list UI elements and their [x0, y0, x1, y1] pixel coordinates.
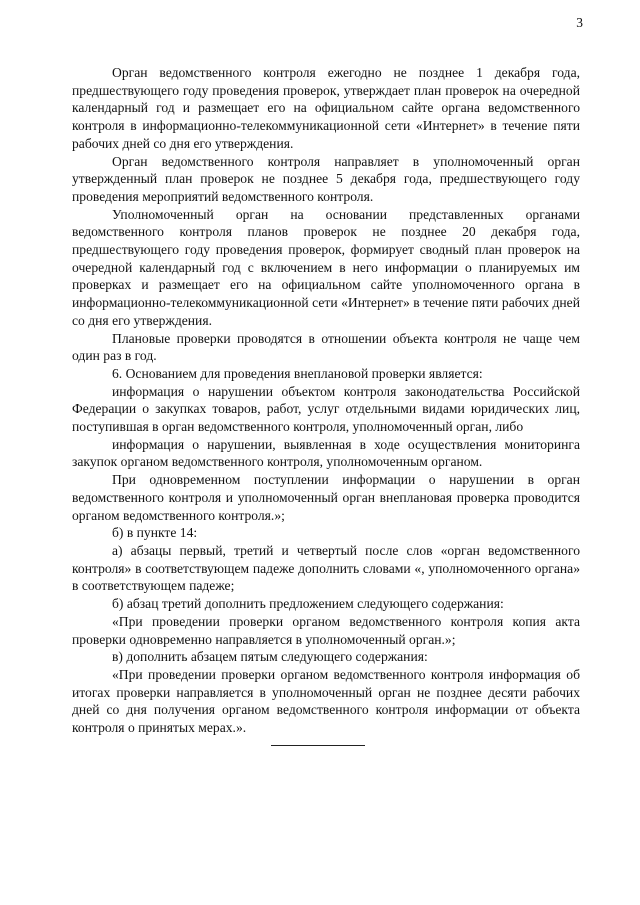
paragraph-violation-info: информация о нарушении объектом контроля законодательства Российской Федерации о закупках товаров, работ, услуг отдельными видами юридических лиц, поступившая в орган ведомственного контроля, уполномоченный орган, либо — [72, 383, 580, 435]
paragraph-amendment-v-text: «При проведении проверки органом ведомственного контроля информация об итогах проверки направляется в уполномоченный орган не позднее десяти рабочих дней со дня получения органом ведомственного контроля информации от объекта контроля о принятых мерах.». — [72, 666, 580, 736]
page-number: 3 — [576, 15, 583, 30]
paragraph-monitoring-info: информация о нарушении, выявленная в ходе осуществления мониторинга закупок органом ведомственного контроля, уполномоченным органом. — [72, 436, 580, 470]
paragraph-amendment-b: б) абзац третий дополнить предложением следующего содержания: — [112, 596, 504, 612]
paragraph-inspection-frequency: Плановые проверки проводятся в отношении объекта контроля не чаще чем один раз в год. — [72, 330, 580, 364]
paragraph-amendment-b-text: «При проведении проверки органом ведомственного контроля копия акта проверки одновременно направляется в уполномоченный орган.»; — [72, 613, 580, 647]
paragraph-simultaneous-receipt: При одновременном поступлении информации о нарушении в орган ведомственного контроля и уполномоченный орган внеплановая проверка проводится органом ведомственного контроля.»; — [72, 472, 580, 523]
paragraph-plan-approval: Орган ведомственного контроля ежегодно не позднее 1 декабря года, предшествующего году проведения проверок, утверждает план проверок на очередной календарный год и размещает его на официальном сайте органа ведомственного контроля в информационно-телекоммуникационной сети «Интернет» в течение пяти рабочих дней со дня его утверждения. — [72, 65, 580, 151]
paragraph-plan-submission: Орган ведомственного контроля направляет в уполномоченный орган утвержденный план проверок не позднее 5 декабря года, предшествующего году проведения мероприятий ведомственного контроля. — [72, 153, 580, 204]
paragraph-item-14: б) в пункте 14: — [112, 525, 198, 541]
paragraph-amendment-v: в) дополнить абзацем пятым следующего содержания: — [112, 649, 428, 665]
paragraph-amendment-a: а) абзацы первый, третий и четвертый после слов «орган ведомственного контроля» в соответствующем падеже дополнить словами «, уполномоченного органа» в соответствующем падеже; — [72, 542, 580, 594]
paragraph-item-6: 6. Основанием для проведения внеплановой проверки является: — [112, 365, 483, 381]
document-body — [72, 64, 580, 737]
paragraph-consolidated-plan: Уполномоченный орган на основании представленных органами ведомственного контроля планов проверок не позднее 20 декабря года, предшествующего году проведения проверок, формирует сводный план проверок на очередной календарный год с включением в него информации о планируемых им проверках и размещает его на официальном сайте уполномоченного органа в информационно-телекоммуникационной сети «Интернет» в течение пяти рабочих дней со дня его утверждения. — [72, 206, 580, 328]
document-end-divider — [271, 745, 365, 746]
